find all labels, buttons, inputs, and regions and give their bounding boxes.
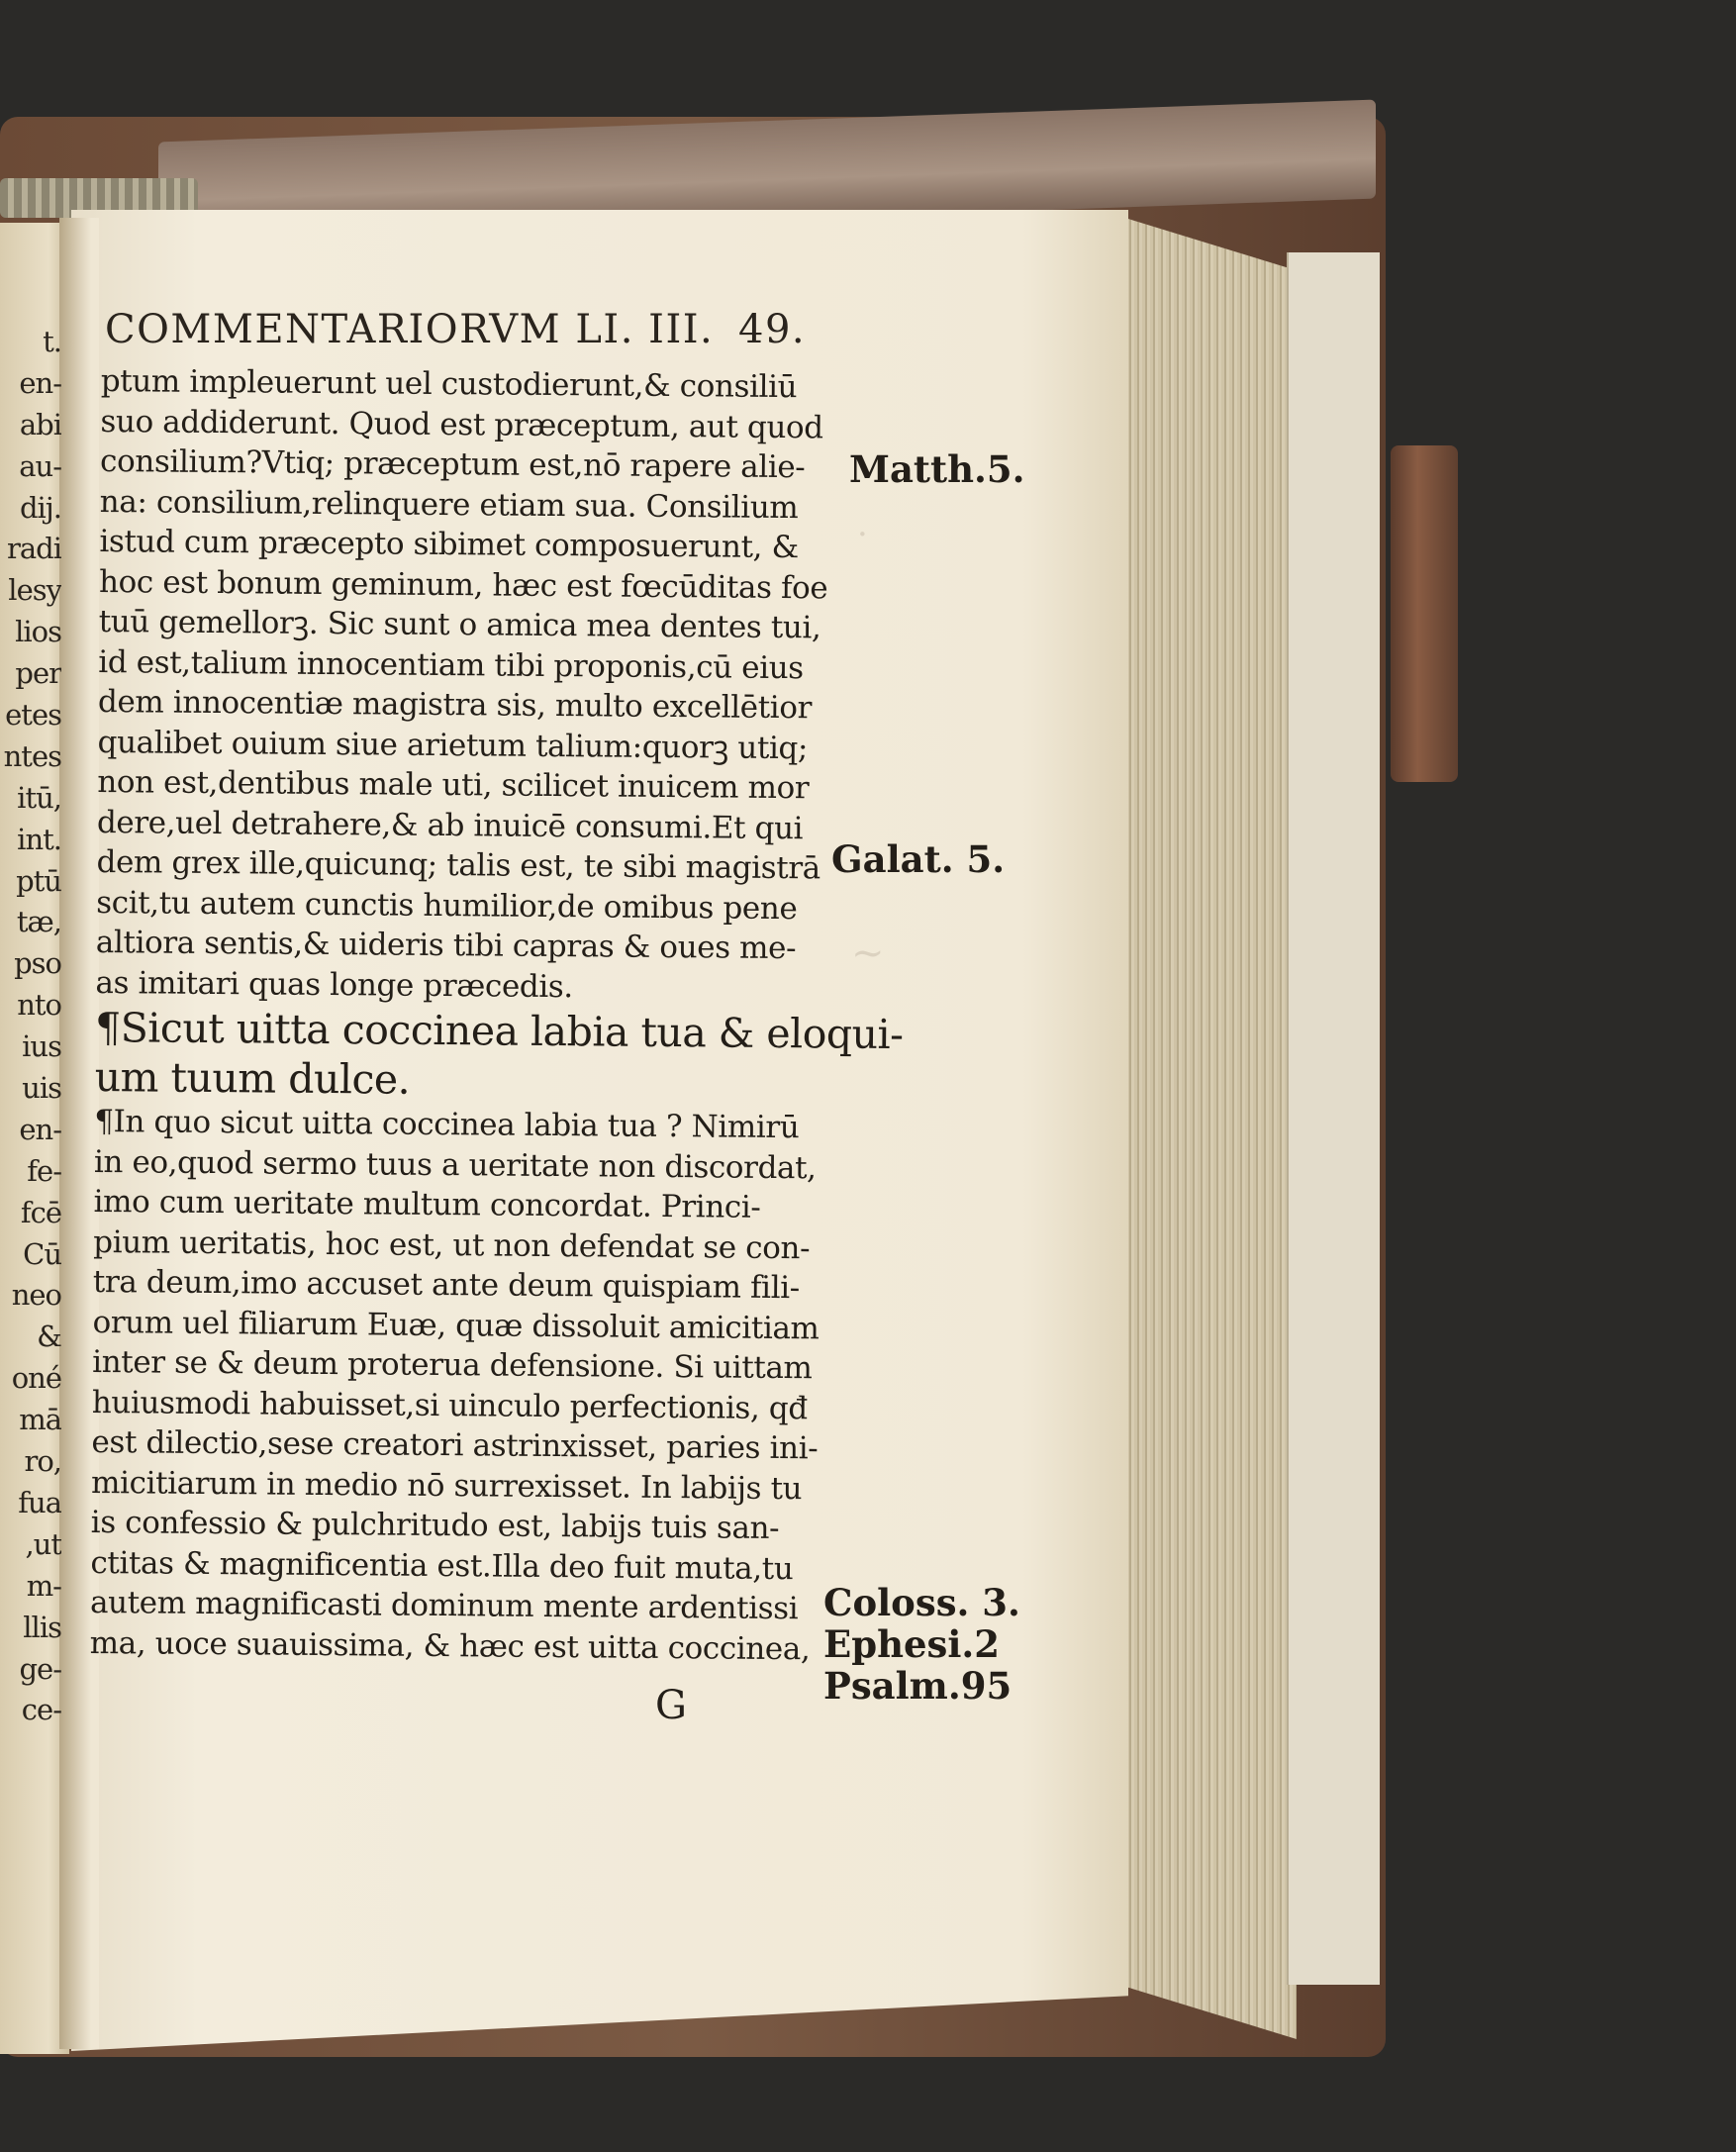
- text-line: in eo,quod sermo tuus a ueritate non discordat,: [93, 1143, 817, 1186]
- text-line: hoc est bonum geminum, hæc est fœcūditas foe: [98, 563, 828, 606]
- text-line: orum uel filiarum Euæ, quæ dissoluit amicitiam: [92, 1304, 820, 1346]
- left-page-line-fragment: m-: [26, 1568, 61, 1603]
- left-page-line-fragment: etes: [5, 698, 61, 733]
- left-page-line-fragment: ce-: [21, 1693, 61, 1727]
- left-page-line-fragment: lesy: [8, 573, 61, 608]
- marginal-notes-bottom: [823, 1582, 1020, 1707]
- text-line: ma, uoce suauissima, & hæc est uitta coccinea,: [89, 1624, 811, 1667]
- left-page-line-fragment: uis: [22, 1071, 61, 1106]
- left-page-line-fragment: per: [15, 656, 61, 691]
- running-head: [105, 307, 857, 352]
- text-line: pium ueritatis, hoc est, ut non defendat se con-: [93, 1223, 811, 1266]
- text-line: dere,uel detrahere,& ab inuicē consumi.Et qui: [96, 804, 804, 846]
- left-page-line-fragment: int.: [17, 822, 61, 856]
- left-page-line-fragment: fe-: [27, 1153, 61, 1188]
- text-line: as imitari quas longe præcedis.: [95, 964, 573, 1005]
- text-line: altiora sentis,& uideris tibi capras & oues me-: [95, 924, 797, 967]
- commentary-paragraph-2: [90, 1102, 827, 1669]
- marginal-note-galatians: Galat. 5.: [831, 837, 1006, 881]
- text-line: ¶In quo sicut uitta coccinea labia tua ? Nimirū: [94, 1103, 800, 1146]
- left-page-line-fragment: ,ut: [25, 1526, 61, 1561]
- left-page-line-fragment: tæ,: [16, 905, 61, 939]
- lemma-line: um tuum dulce.: [94, 1052, 411, 1104]
- left-page-line-fragment: nto: [17, 988, 61, 1023]
- left-page-line-fragment: &: [37, 1320, 61, 1354]
- marginal-note-matthew: Matth.5.: [849, 447, 1025, 491]
- text-line: na: consilium,relinquere etiam sua. Consilium: [99, 483, 799, 526]
- text-line: micitiarum in medio nō surrexisset. In labijs tu: [90, 1464, 803, 1507]
- text-line: imo cum ueritate multum concordat. Princi-: [93, 1183, 761, 1225]
- left-page-line-fragment: au-: [19, 448, 61, 483]
- left-page-line-fragment: t.: [43, 325, 61, 358]
- left-page-line-fragment: oné: [11, 1361, 61, 1396]
- left-page-line-fragment: ge-: [19, 1651, 61, 1686]
- marginal-note: Ephesi.2: [823, 1622, 1001, 1666]
- left-page-line-fragment: radi: [7, 532, 61, 566]
- show-through-text: ~: [851, 930, 885, 976]
- folio-number: 49.: [738, 307, 807, 352]
- left-page-line-fragment: fcē: [20, 1195, 61, 1229]
- text-line: id est,talium innocentiam tibi proponis,cū eius: [98, 643, 804, 686]
- left-page-line-fragment: lios: [15, 615, 61, 649]
- catchword: G: [655, 1683, 687, 1728]
- gutter: [59, 218, 99, 2049]
- left-page-line-fragment: dij.: [19, 490, 61, 525]
- text-line: ctitas & magnificentia est.Illa deo fuit muta,tu: [90, 1544, 794, 1587]
- show-through-text: ·: [857, 515, 868, 554]
- left-page-line-fragment: pso: [14, 946, 61, 981]
- commentary-paragraph-1: [95, 361, 833, 1009]
- text-line: istud cum præcepto sibimet composuerunt, &: [99, 523, 799, 566]
- text-line: huiusmodi habuisset,si uinculo perfectionis, qđ: [91, 1384, 808, 1426]
- text-line: tuū gemellorꝫ. Sic sunt o amica mea dentes tui,: [98, 603, 821, 646]
- left-page-line-fragment: itū,: [17, 780, 61, 815]
- page-edges: [1118, 216, 1297, 2039]
- left-page-line-fragment: mā: [19, 1403, 61, 1437]
- left-page-line-fragment: ro,: [24, 1444, 61, 1479]
- text-line: autem magnificasti dominum mente ardentissi: [89, 1584, 799, 1627]
- text-line: is confessio & pulchritudo est, labijs tuis san-: [90, 1504, 780, 1547]
- text-line: est dilectio,sese creatori astrinxisset, paries ini-: [91, 1423, 819, 1467]
- text-line: dem grex ille,quicunq; talis est, te sibi magistrā: [96, 843, 820, 887]
- left-page-text-fragments: [0, 322, 61, 1731]
- clasp-strap: [1391, 445, 1458, 782]
- main-text-block: [89, 361, 904, 1669]
- left-page-line-fragment: en-: [19, 365, 61, 400]
- marginal-note: Psalm.95: [823, 1664, 1013, 1708]
- scripture-lemma: [94, 1003, 904, 1108]
- text-line: scit,tu autem cunctis humilior,de omibus pene: [96, 884, 798, 927]
- left-page-line-fragment: Cū: [23, 1236, 61, 1271]
- left-page-line-fragment: neo: [11, 1278, 61, 1313]
- text-line: non est,dentibus male uti, scilicet inuicem mor: [97, 763, 810, 807]
- left-page-line-fragment: ntes: [3, 738, 61, 773]
- text-line: tra deum,imo accuset ante deum quispiam fili-: [92, 1263, 800, 1307]
- marginal-note: Coloss. 3.: [823, 1581, 1020, 1624]
- lemma-line: ¶Sicut uitta coccinea labia tua & eloqui-: [94, 1003, 904, 1059]
- left-page-line-fragment: llis: [23, 1610, 61, 1644]
- text-line: dem innocentiæ magistra sis, multo excellētior: [97, 683, 813, 727]
- text-line: suo addiderunt. Quod est præceptum, aut quod: [100, 403, 823, 445]
- left-page-line-fragment: abi: [19, 407, 61, 441]
- endpaper: [1287, 252, 1380, 1985]
- left-page-line-fragment: fua: [18, 1485, 61, 1519]
- running-head-title: COMMENTARIORVM LI. III.: [105, 307, 715, 352]
- text-line: consilium?Vtiq; præceptum est,nō rapere alie-: [99, 442, 806, 486]
- text-line: qualibet ouium siue arietum talium:quorꝫ utiq;: [97, 724, 809, 766]
- left-page-line-fragment: ius: [22, 1029, 61, 1064]
- text-line: ptum impleuerunt uel custodierunt,& consiliū: [100, 362, 798, 406]
- left-page-line-fragment: en-: [19, 1112, 61, 1146]
- left-page-line-fragment: ptū: [16, 863, 61, 898]
- text-line: inter se & deum proterua defensione. Si uittam: [92, 1343, 813, 1387]
